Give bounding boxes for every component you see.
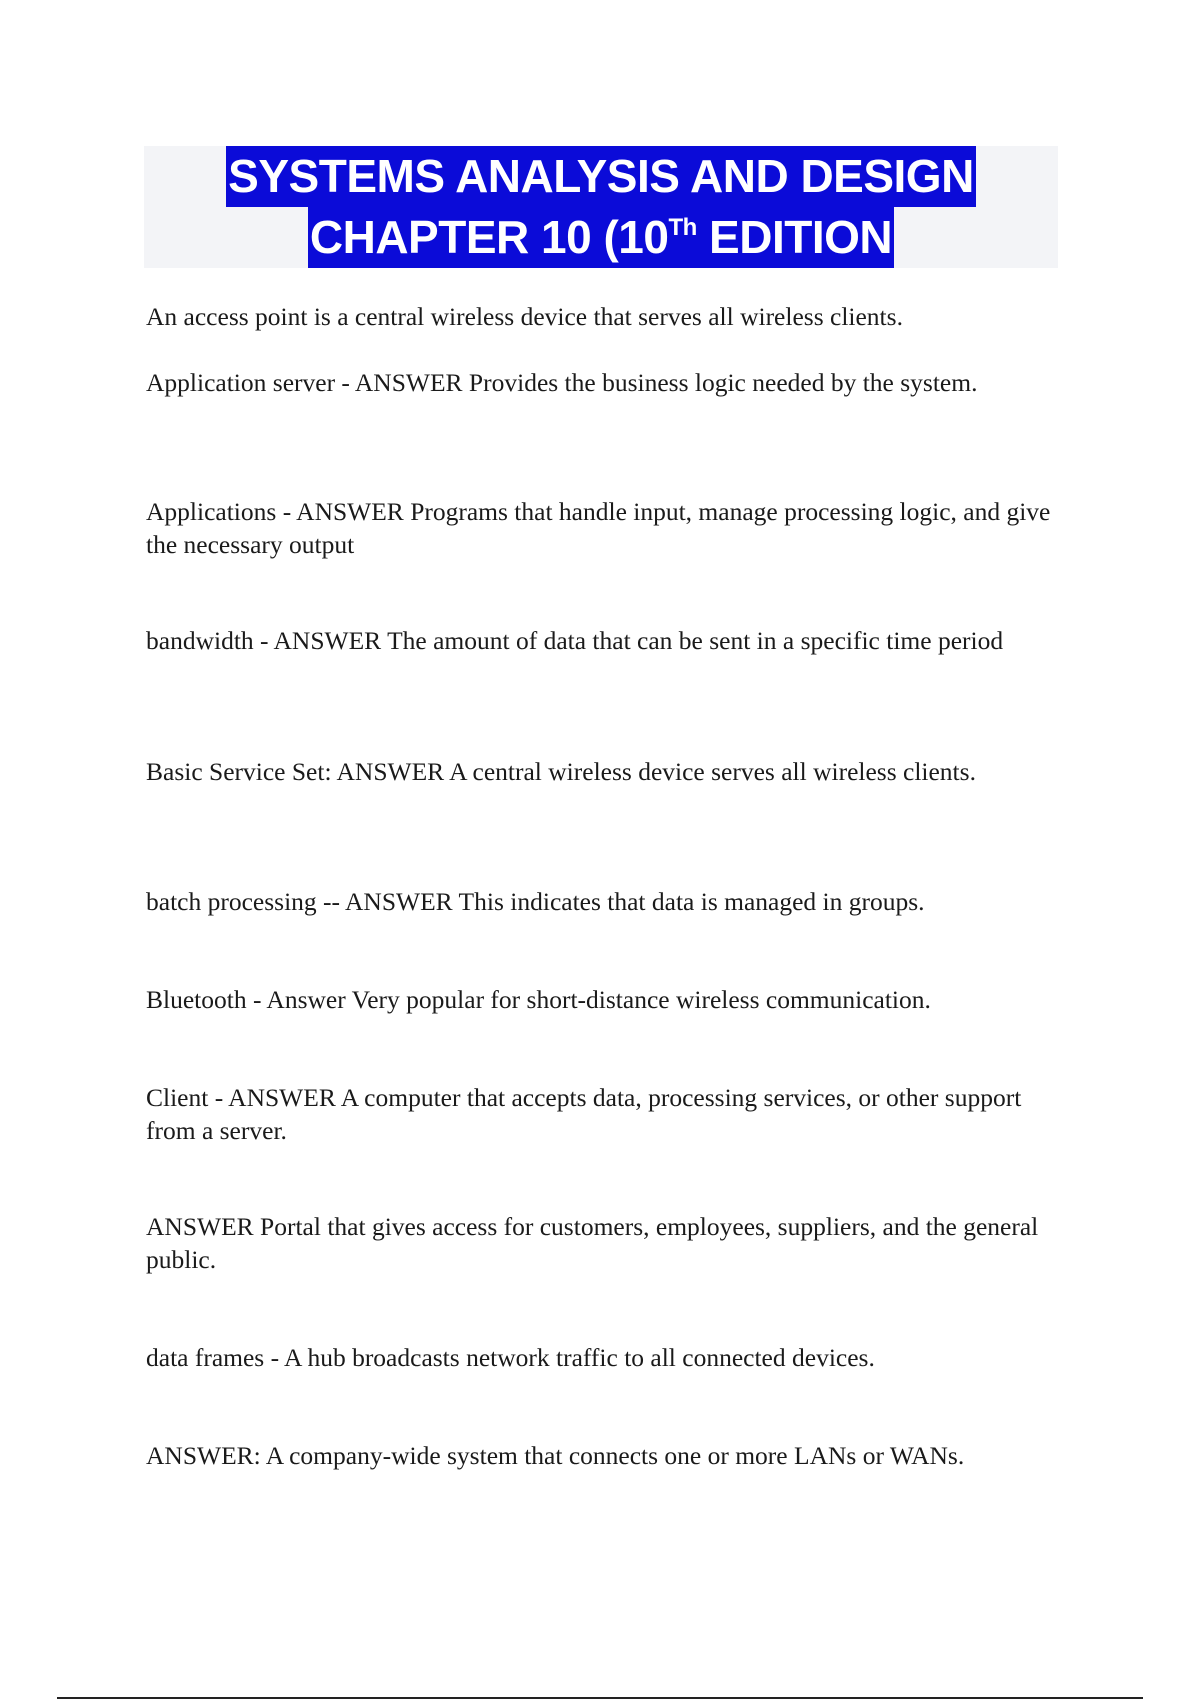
entry-application-server: Application server - ANSWER Provides the business logic needed by the system.	[146, 368, 978, 397]
entry-data-frames: data frames - A hub broadcasts network traffic to all connected devices.	[146, 1343, 875, 1372]
title-line-1: SYSTEMS ANALYSIS AND DESIGN	[226, 146, 976, 207]
title-superscript: Th	[668, 214, 697, 241]
title-line-2-suffix: EDITION	[696, 211, 893, 263]
entry-batch-processing: batch processing -- ANSWER This indicates that data is managed in groups.	[146, 887, 925, 916]
entry-portal: ANSWER Portal that gives access for customers, employees, suppliers, and the general public.	[146, 1212, 1039, 1274]
entry-client: Client - ANSWER A computer that accepts data, processing services, or other support from a server.	[146, 1083, 1022, 1145]
title-line-2-prefix: CHAPTER 10 (10	[309, 211, 669, 263]
entry-access-point: An access point is a central wireless device that serves all wireless clients.	[146, 302, 903, 331]
entry-basic-service-set: Basic Service Set: ANSWER A central wireless device serves all wireless clients.	[146, 757, 976, 786]
entry-bluetooth: Bluetooth - Answer Very popular for short-distance wireless communication.	[146, 985, 931, 1014]
entry-bandwidth: bandwidth - ANSWER The amount of data that can be sent in a specific time period	[146, 626, 1004, 655]
title-line-2	[308, 207, 894, 268]
footer-divider	[57, 1697, 1143, 1699]
document-title	[144, 146, 1058, 268]
entry-company-wide-system: ANSWER: A company-wide system that connects one or more LANs or WANs.	[146, 1441, 965, 1470]
entry-applications: Applications - ANSWER Programs that handle input, manage processing logic, and give the necessary output	[146, 497, 1051, 559]
